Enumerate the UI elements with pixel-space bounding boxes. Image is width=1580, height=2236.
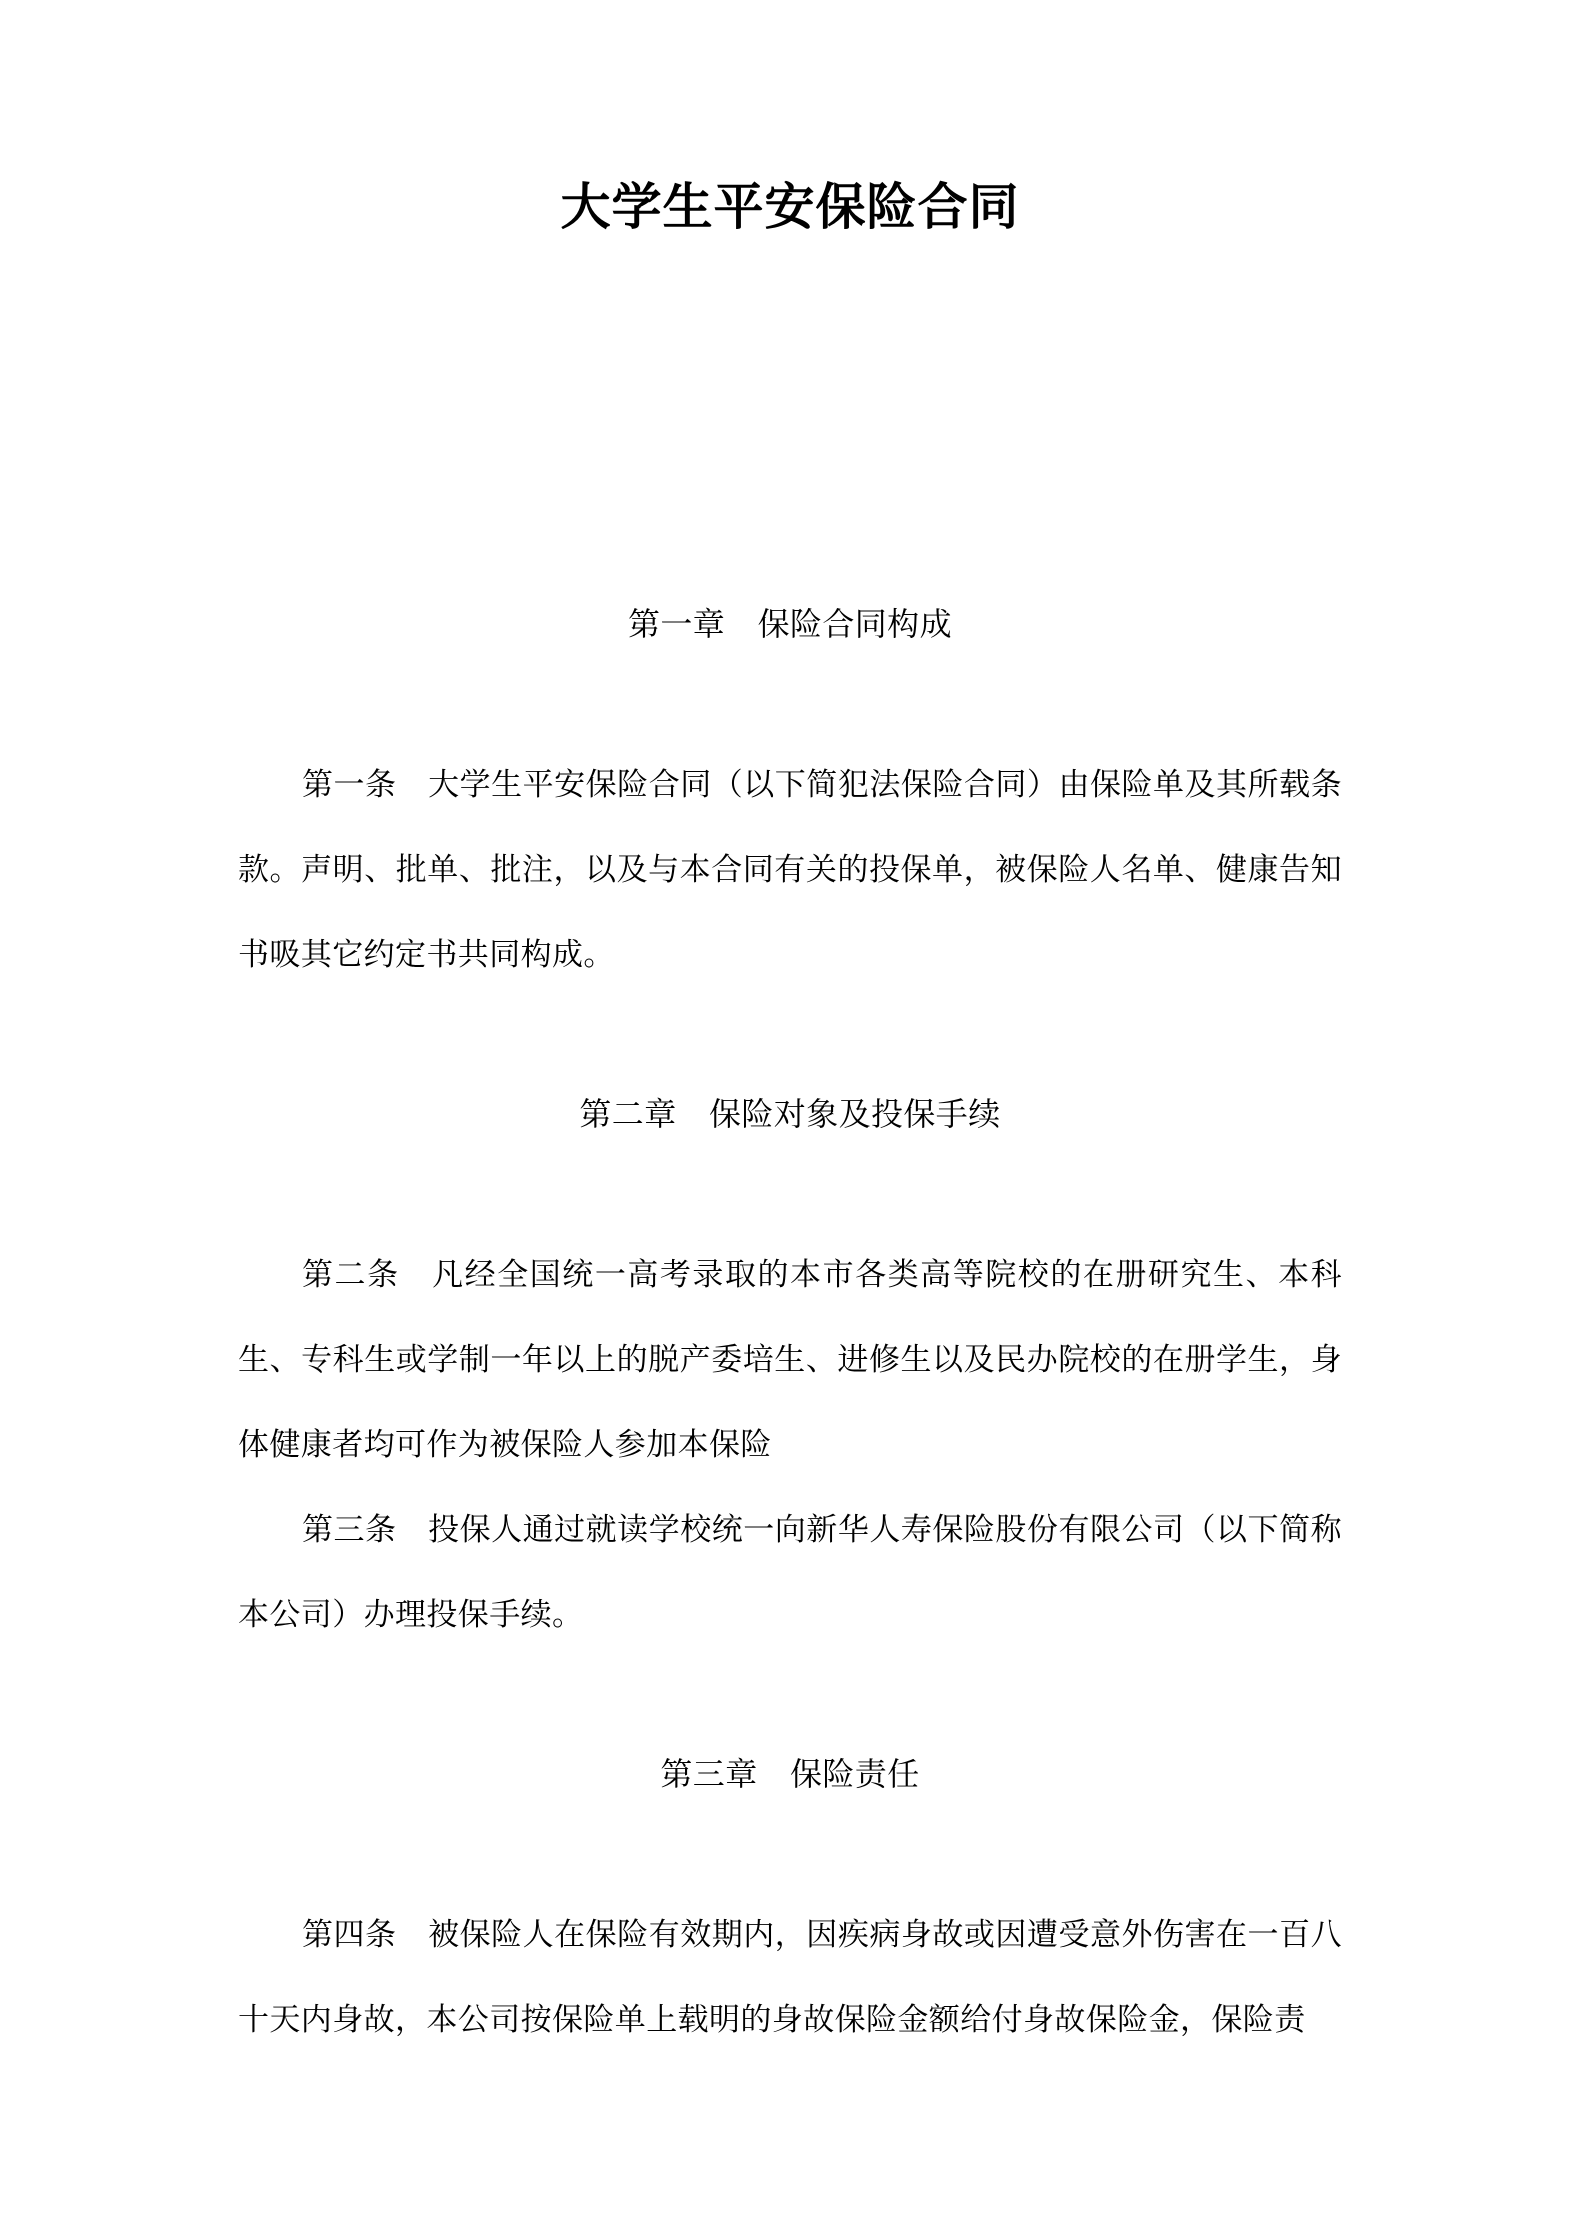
paragraph: 第三条 投保人通过就读学校统一向新华人寿保险股份有限公司（以下简称本公司）办理投保手续。 — [238, 1512, 1342, 1632]
section-1 — [238, 582, 1342, 997]
section-heading: 第二章 保险对象及投保手续 — [579, 1096, 1001, 1132]
paragraph: 第四条 被保险人在保险有效期内，因疾病身故或因遭受意外伤害在一百八十天内身故，本公司按保险单上载明的身故保险金额给付身故保险金，保险责 — [238, 1917, 1342, 2037]
section-2 — [238, 1072, 1342, 1657]
document-sections — [238, 582, 1342, 2062]
section-heading: 第一章 保险合同构成 — [627, 606, 952, 642]
section-heading: 第三章 保险责任 — [660, 1756, 920, 1792]
section-3 — [238, 1732, 1342, 2062]
paragraph: 第二条 凡经全国统一高考录取的本市各类高等院校的在册研究生、本科生、专科生或学制一年以上的脱产委培生、进修生以及民办院校的在册学生，身体健康者均可作为被保险人参加本保险 — [238, 1257, 1342, 1462]
paragraph: 第一条 大学生平安保险合同（以下简犯法保险合同）由保险单及其所载条款。声明、批单、批注，以及与本合同有关的投保单，被保险人名单、健康告知书吸其它约定书共同构成。 — [238, 767, 1342, 972]
document-title: 大学生平安保险合同 — [560, 179, 1020, 235]
